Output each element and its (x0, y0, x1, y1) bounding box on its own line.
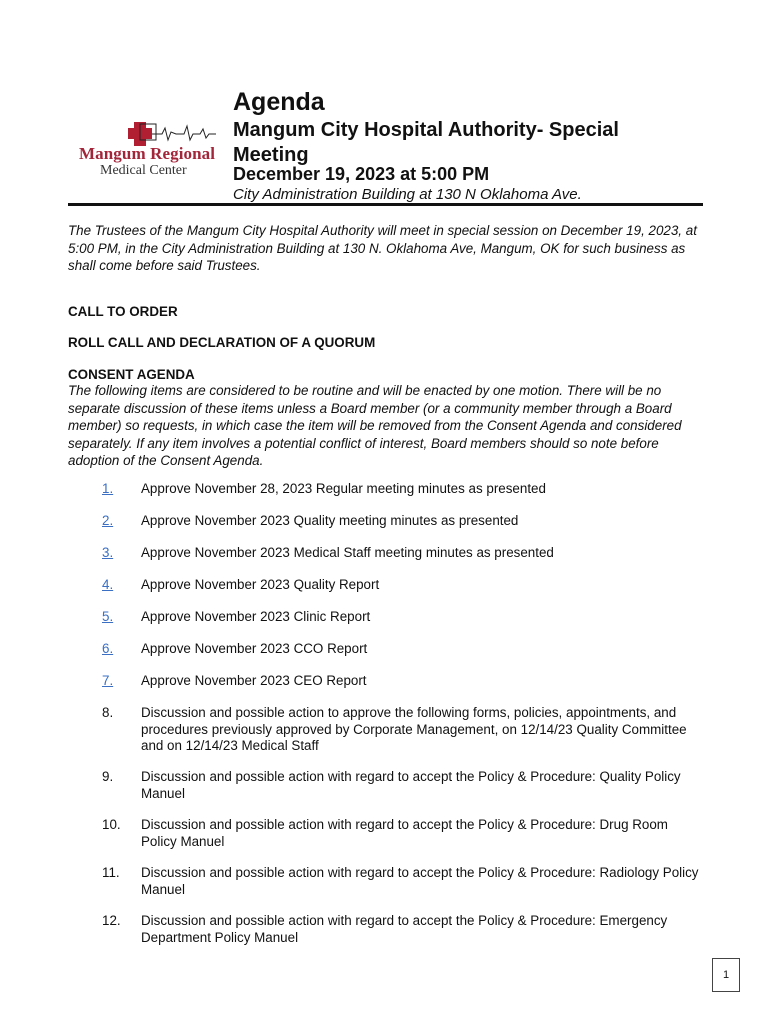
agenda-item-link[interactable]: 6. (102, 641, 114, 656)
header-divider (68, 203, 703, 206)
consent-agenda-description: The following items are considered to be routine and will be enacted by one motion. There will be no separate discussion of these items unless a Board member (or a community member through a Board member) so requests, in which case the item will be removed from the Consent Agenda and considered separately. If any item involves a potential conflict of interest, Board members should so note before adoption of the Consent Agenda. (68, 383, 682, 468)
agenda-item-text: Discussion and possible action with regard to accept the Policy & Procedure: Radiology Policy Manuel (141, 865, 699, 897)
agenda-item-number: 9. (102, 769, 114, 784)
intro-paragraph: The Trustees of the Mangum City Hospital Authority will meet in special session on December 19, 2023, at 5:00 PM, in the City Administration Building at 130 N. Oklahoma Ave, Mangum, OK for such business as shall come before said Trustees. (68, 223, 697, 273)
agenda-item-number: 8. (102, 705, 114, 720)
agenda-item-text: Discussion and possible action with regard to accept the Policy & Procedure: Quality Policy Manuel (141, 769, 681, 801)
agenda-item-text: Approve November 2023 CEO Report (141, 673, 367, 688)
agenda-item-link[interactable]: 5. (102, 609, 114, 624)
agenda-item-link[interactable]: 1. (102, 481, 114, 496)
agenda-item-link[interactable]: 2. (102, 513, 114, 528)
agenda-item-number: 10. (102, 817, 121, 832)
agenda-item-text: Approve November 2023 Quality meeting minutes as presented (141, 513, 519, 528)
roll-call-heading: ROLL CALL AND DECLARATION OF A QUORUM (68, 335, 376, 350)
agenda-item-text: Discussion and possible action with regard to accept the Policy & Procedure: Emergency Department Policy Manuel (141, 913, 668, 945)
agenda-item-number: 11. (102, 865, 120, 880)
agenda-item-link[interactable]: 3. (102, 545, 114, 560)
agenda-item-text: Discussion and possible action to approve the following forms, policies, appointments, and procedures previously approved by Corporate Management, on 12/14/23 Quality Committee and on 12/14/23 Medical Staff (141, 705, 687, 753)
meeting-location: City Administration Building at 130 N Oklahoma Ave. (233, 186, 582, 203)
logo-subtitle: Medical Center (100, 163, 187, 178)
agenda-item-text: Approve November 2023 Quality Report (141, 577, 380, 592)
hospital-logo (76, 118, 226, 180)
call-to-order-heading: CALL TO ORDER (68, 304, 178, 319)
organization-title: Mangum City Hospital Authority- Special Meeting (233, 119, 619, 166)
consent-agenda-heading: CONSENT AGENDA (68, 367, 195, 382)
agenda-item-link[interactable]: 4. (102, 577, 114, 592)
page-number: 1 (712, 958, 740, 992)
page-title: Agenda (233, 88, 325, 116)
agenda-item-link[interactable]: 7. (102, 673, 114, 688)
agenda-item-text: Approve November 28, 2023 Regular meeting minutes as presented (141, 481, 546, 496)
agenda-item-text: Approve November 2023 Clinic Report (141, 609, 371, 624)
meeting-date: December 19, 2023 at 5:00 PM (233, 164, 490, 184)
agenda-item-text: Discussion and possible action with regard to accept the Policy & Procedure: Drug Room Policy Manuel (141, 817, 668, 849)
logo-name: Mangum Regional (79, 144, 216, 163)
agenda-item-number: 12. (102, 913, 121, 928)
agenda-item-text: Approve November 2023 Medical Staff meeting minutes as presented (141, 545, 554, 560)
agenda-item-text: Approve November 2023 CCO Report (141, 641, 368, 656)
